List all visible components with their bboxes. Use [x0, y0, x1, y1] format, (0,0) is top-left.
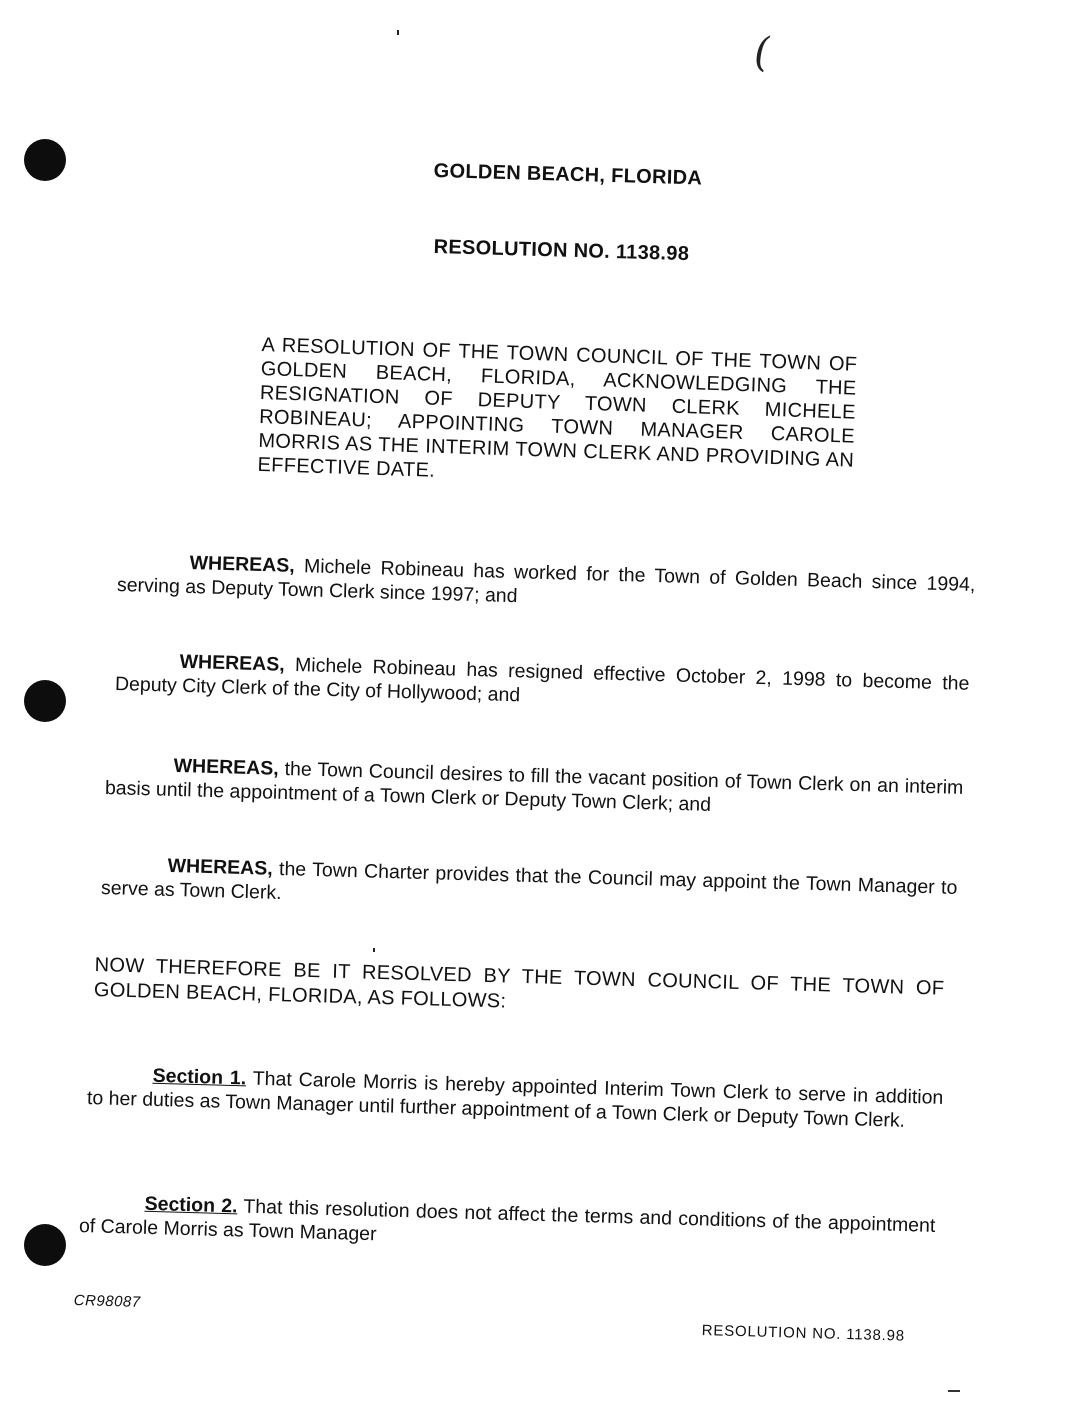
whereas-clause-2: [115, 648, 970, 720]
section-label: Section 1.: [152, 1064, 247, 1090]
whereas-text: Michele Robineau has resigned effective October 2, 1998 to become the Deputy City Clerk of the City of Hollywood; and: [114, 654, 970, 707]
municipality-heading: GOLDEN BEACH, FLORIDA: [433, 160, 703, 190]
scan-mark: [948, 1390, 960, 1392]
scan-speck: [397, 30, 399, 35]
whereas-text: Michele Robineau has worked for the Town of Golden Beach since 1994, serving as Deputy Town Clerk since 1997; and: [116, 555, 976, 608]
whereas-clause-4: [101, 852, 958, 924]
whereas-lead: WHEREAS,: [189, 552, 295, 577]
section-text: That Carole Morris is hereby appointed Interim Town Clerk to serve in addition to her duties as Town Manager until further appointment of a Town Clerk or Deputy Town Clerk.: [86, 1067, 944, 1132]
scan-speck: [373, 948, 375, 952]
punch-hole-middle: [24, 680, 66, 722]
whereas-clause-3: [105, 752, 964, 824]
whereas-clause-1: [117, 549, 976, 621]
whereas-lead: WHEREAS,: [173, 754, 279, 780]
whereas-text: the Town Charter provides that the Council may appoint the Town Manager to serve as Town Clerk.: [100, 857, 958, 905]
whereas-lead: WHEREAS,: [167, 854, 273, 880]
footer-resolution-number: RESOLUTION NO. 1138.98: [701, 1322, 906, 1345]
document-code: CR98087: [73, 1292, 141, 1311]
section-label: Section 2.: [144, 1192, 238, 1218]
section-1: [87, 1062, 944, 1134]
resolution-abstract: A RESOLUTION OF THE TOWN COUNCIL OF THE TOWN OF GOLDEN BEACH, FLORIDA, ACKNOWLEDGING THE RESIGNATION OF DEPUTY TOWN CLERK MICHELE ROBINEAU; APPOINTING TOWN MANAGER CAROLE MORRIS AS THE INTERIM TOWN CLERK AND PROVIDING AN EFFECTIVE DATE.: [257, 333, 858, 482]
punch-hole-top: [24, 139, 66, 181]
section-text: That this resolution does not affect the terms and conditions of the appointment of Carole Morris as Town Manager: [78, 1195, 936, 1246]
resolution-title: RESOLUTION NO. 1138.98: [433, 236, 690, 266]
whereas-lead: WHEREAS,: [179, 650, 285, 676]
whereas-text: the Town Council desires to fill the vacant position of Town Clerk on an interim basis until the appointment of a Town Clerk or Deputy Town Clerk; and: [104, 757, 964, 816]
section-2: [79, 1190, 936, 1262]
resolve-clause: NOW THEREFORE BE IT RESOLVED BY THE TOWN COUNCIL OF THE TOWN OF GOLDEN BEACH, FLORIDA, AS FOLLOWS:: [93, 953, 945, 1013]
handwritten-mark: (: [754, 30, 770, 76]
punch-hole-bottom: [24, 1224, 66, 1266]
